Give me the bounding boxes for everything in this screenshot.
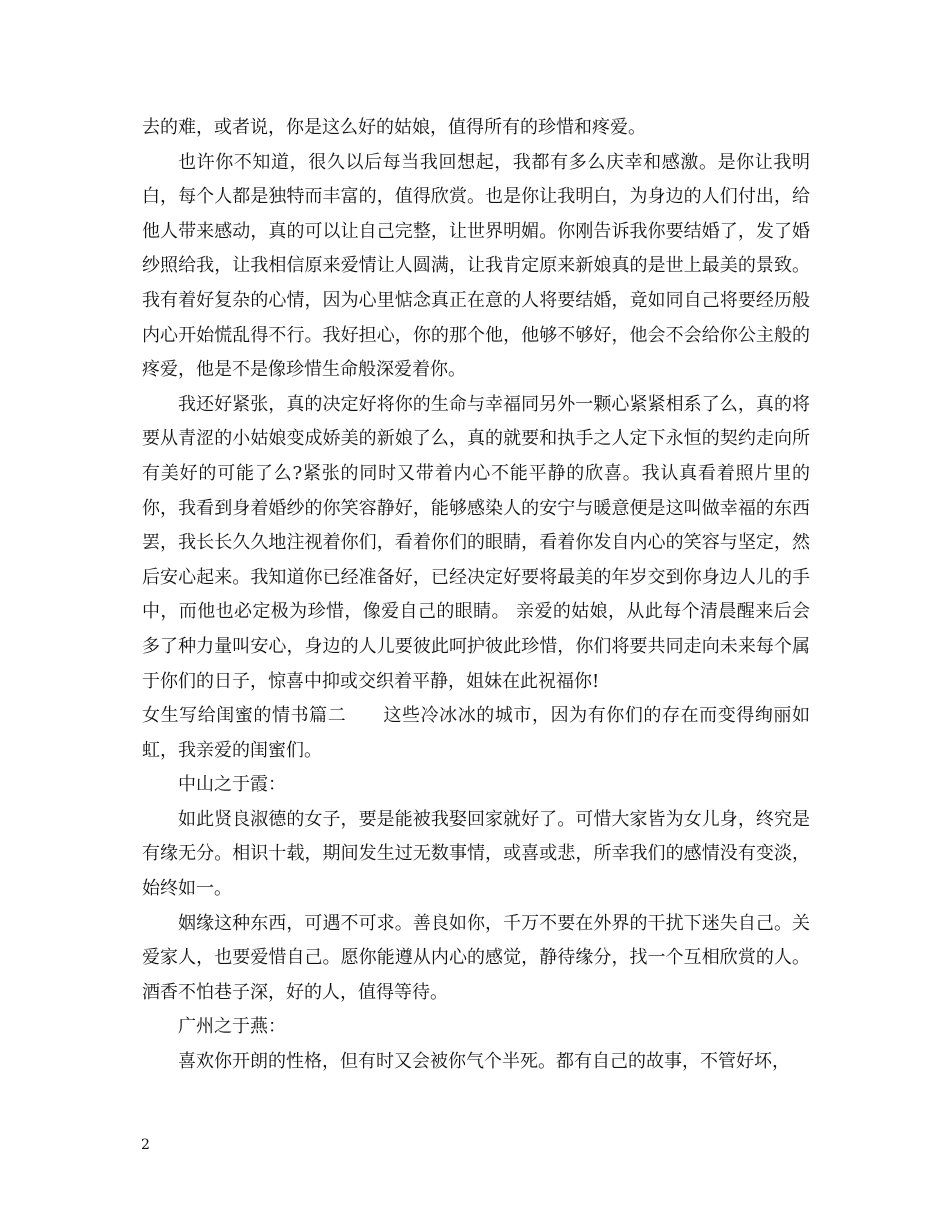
- paragraph-1: 去的难，或者说，你是这么好的姑娘，值得所有的珍惜和疼爱。: [142, 117, 646, 138]
- page-number: 2: [141, 1137, 150, 1153]
- paragraph-7: 喜欢你开朗的性格，但有时又会被你气个半死。都有自己的故事，不管好坏，: [178, 1051, 790, 1073]
- paragraph-3: 我还好紧张，真的决定好将你的生命与幸福同另外一颗心紧紧相系了么，真的将要从青涩的小姑娘变成娇美的新娘了么，真的就要和执手之人定下永恒的契约走向所有美好的可能了么?紧张的同时又带着内心不能平静的欣喜。我认真看着照片里的你，我看到身着婚纱的你笑容静好，能够感染人的安宁与暖意便是这叫做幸福的东西罢，我长长久久地注视着你们，看着你们的眼睛，看着你发自内心的笑容与坚定，然后安心起来。我知道你已经准备好，已经决定好要将最美的年岁交到你身边人儿的手中，而他也必定极为珍惜，像爱自己的眼睛。 亲爱的姑娘，从此每个清晨醒来后会多了种力量叫安心，身边的人儿要彼此呵护彼此珍惜，你们将要共同走向未来每个属于你们的日子，惊喜中抑或交织着平静，姐妹在此祝福你!: [142, 393, 810, 692]
- section-heading-paragraph: 女生写给闺蜜的情书篇二 这些冷冰冰的城市，因为有你们的存在而变得绚丽如虹，我亲爱的闺蜜们。: [142, 705, 810, 761]
- paragraph-6: 姻缘这种东西，可遇不可求。善良如你，千万不要在外界的干扰下迷失自己。关爱家人，也要爱惜自己。愿你能遵从内心的感觉，静待缘分，找一个互相欣赏的人。酒香不怕巷子深，好的人，值得等待。: [142, 912, 810, 1003]
- document-body: [142, 111, 810, 1080]
- salutation-xia: 中山之于霞：: [178, 774, 286, 796]
- paragraph-2: 也许你不知道，很久以后每当我回想起，我都有多么庆幸和感激。是你让我明白，每个人都是独特而丰富的，值得欣赏。也是你让我明白，为身边的人们付出，给他人带来感动，真的可以让自己完整，让世界明媚。你刚告诉我你要结婚了，发了婚纱照给我，让我相信原来爱情让人圆满，让我肯定原来新娘真的是世上最美的景致。 我有着好复杂的心情，因为心里惦念真正在意的人将要结婚，竟如同自己将要经历般内心开始慌乱得不行。我好担心，你的那个他，他够不够好，他会不会给你公主般的疼爱，他是不是像珍惜生命般深爱着你。: [142, 151, 810, 381]
- paragraph-5: 如此贤良淑德的女子，要是能被我娶回家就好了。可惜大家皆为女儿身，终究是有缘无分。相识十载，期间发生过无数事情，或喜或悲，所幸我们的感情没有变淡，始终如一。: [142, 808, 810, 900]
- salutation-yan: 广州之于燕：: [178, 1016, 286, 1038]
